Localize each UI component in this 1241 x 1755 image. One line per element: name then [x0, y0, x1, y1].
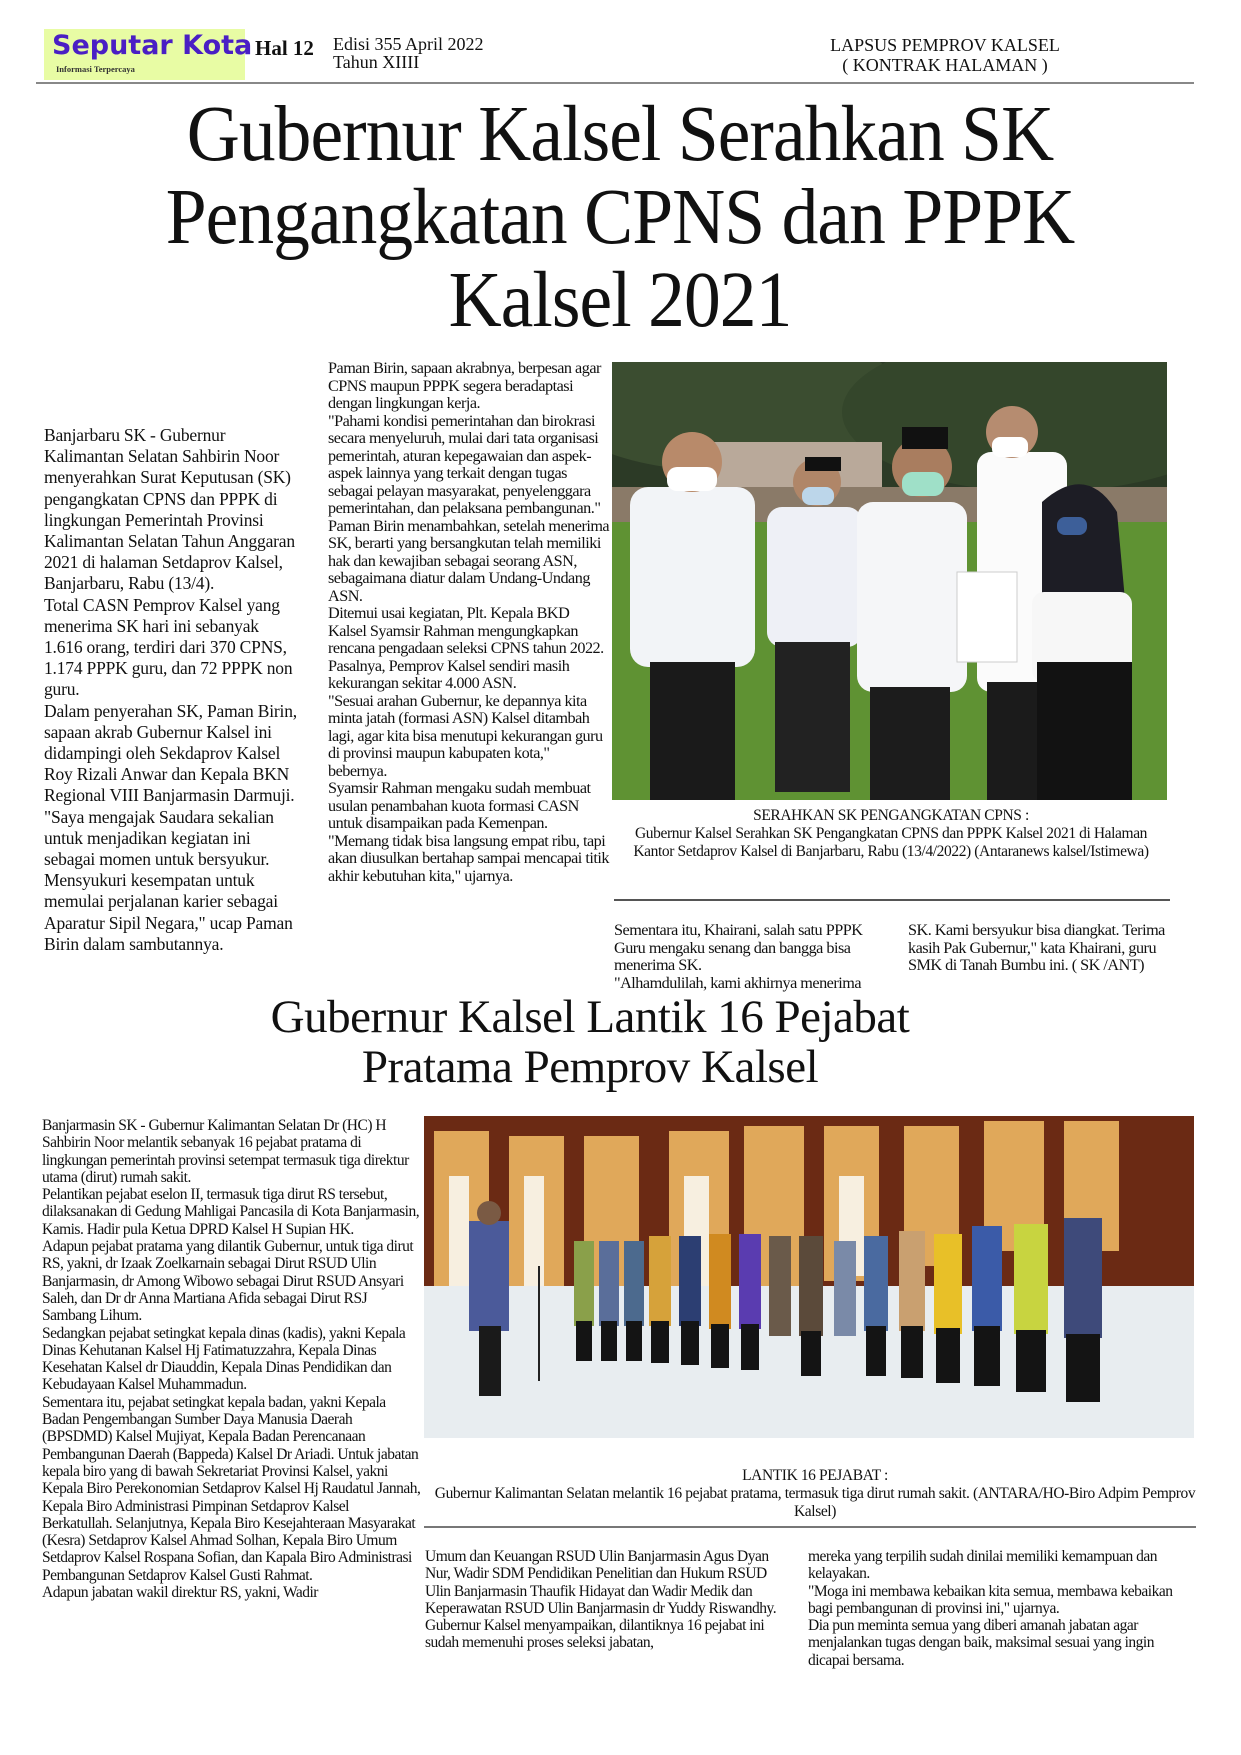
paragraph: Sedangkan pejabat setingkat kepala dinas (kadis), yakni Kepala Dinas Kehutanan Kalsel Hj Fatimatuzzahra, Kepala Dinas Kesehatan Kalsel dr Diauddin, Kepala Dinas Pendidikan dan Kebudayaan Kalsel Muhammadun.: [42, 1324, 406, 1394]
article1-photo-caption: [616, 807, 1166, 861]
article2-column-2: [425, 1548, 795, 1652]
article2-photo-caption: [420, 1467, 1210, 1521]
headline-line: Pratama Pemprov Kalsel: [361, 1041, 819, 1093]
paragraph: Dalam penyerahan SK, Paman Birin, sapaan akrab Gubernur Kalsel ini didampingi oleh Sekdaprov Kalsel Roy Rizali Anwar dan Kepala BKN Regional VIII Banjarmasin Darmuji.: [44, 700, 297, 806]
article1-column-1: [44, 425, 299, 955]
section-subtitle: ( KONTRAK HALAMAN ): [842, 55, 1048, 75]
headline-line: Gubernur Kalsel Lantik 16 Pejabat: [270, 991, 910, 1043]
article1-column-4: [908, 922, 1176, 975]
paragraph: Syamsir Rahman mengaku sudah membuat usulan penambahan kuota formasi CASN untuk disampaikan pada Kemenpan. "Memang tidak bisa langsung empat ribu, tapi akan diusulkan bertahap sampai mencapai titik akhir kebutuhan kita," ujarnya.: [328, 779, 609, 885]
caption-divider: [614, 899, 1170, 901]
photo-inauguration-illustration: [424, 1116, 1194, 1438]
article1-column-2: [328, 360, 610, 885]
newspaper-logo: [44, 29, 253, 80]
article2-column-1: [42, 1117, 422, 1601]
paragraph: SK. Kami bersyukur bisa diangkat. Terima kasih Pak Gubernur," kata Khairani, guru SMK di Tanah Bumbu ini. ( SK /ANT): [908, 921, 1165, 974]
article1-column-3: [614, 922, 882, 992]
paragraph: Gubernur Kalsel menyampaikan, dilantiknya 16 pejabat ini sudah memenuhi proses seleksi jabatan,: [425, 1617, 765, 1652]
paragraph: Banjarmasin SK - Gubernur Kalimantan Selatan Dr (HC) H Sahbirin Noor melantik sebanyak 16 pejabat pratama di lingkungan pemerintah provinsi setempat termasuk tiga direktur utama (dirut) rumah sakit.: [42, 1117, 409, 1186]
caption-text: Gubernur Kalsel Serahkan SK Pengangkatan CPNS dan PPPK Kalsel 2021 di Halaman Kantor Setdaprov Kalsel di Banjarbaru, Rabu (13/4/2022) (Antaranews kalsel/Istimewa): [633, 825, 1149, 860]
masthead-divider: [36, 82, 1194, 84]
paragraph: Pelantikan pejabat eselon II, termasuk tiga dirut RS tersebut, dilaksanakan di Gedung Mahligai Pancasila di Kota Banjarmasin, Kamis. Hadir pula Ketua DPRD Kalsel H Supian HK.: [42, 1186, 420, 1238]
paragraph: Sementara itu, pejabat setingkat kepala badan, yakni Kepala Badan Pengembangan Sumber Daya Manusia Daerah (BPSDMD) Kalsel Mujiyat, Kepala Badan Perencanaan Pembangunan Daerah (Bappeda) Kalsel Dr Ariadi. Untuk jabatan kepala biro yang di bawah Sekretariat Provinsi Kalsel, yakni Kepala Biro Perekonomian Setdaprov Kalsel Hj Raudatul Jannah, Kepala Biro Administrasi Pimpinan Setdaprov Kalsel Berkatullah. Selanjutnya, Kepala Biro Kesejahteraan Masyarakat (Kesra) Setdaprov Kalsel Ahmad Solhan, Kepala Biro Umum Setdaprov Kalsel Rospana Sofian, dan Kapala Biro Administrasi Pembangunan Setdaprov Kalsel Gusti Rahmat.: [42, 1393, 421, 1584]
section-title: LAPSUS PEMPROV KALSEL: [830, 35, 1060, 55]
paragraph: "Pahami kondisi pemerintahan dan birokrasi secara menyeluruh, mulai dari tata organisasi pemerintah, aturan kepegawaian dan aspek-aspek lainnya yang terkait dengan tugas sebagai pelayan masyarakat, penyelenggara pemerintahan, dan pelaksana pembangunan.": [328, 411, 601, 517]
headline-line: Kalsel 2021: [448, 257, 792, 344]
article1-photo: [612, 362, 1167, 800]
paragraph: "Alhamdulilah, kami akhirnya menerima: [614, 973, 862, 992]
paragraph: Paman Birin menambahkan, setelah menerima SK, berarti yang bersangkutan telah memiliki hak dan kewajiban sebagai seorang ASN, sebagaimana diatur dalam Undang-Undang ASN.: [328, 516, 610, 605]
logo-tagline: Informasi Terpercaya: [56, 64, 135, 74]
year-line: Tahun XIIII: [333, 52, 420, 72]
paragraph: Adapun pejabat pratama yang dilantik Gubernur, untuk tiga dirut RS, yakni, dr Izaak Zoelkarnain sebagai Dirut RSUD Ulin Banjarmasin, dr Among Wibowo sebagai Dirut RSUD Ansyari Saleh, dan Dr dr Anna Martiana Afida sebagai Dirut RSJ Sambang Lihum.: [42, 1238, 414, 1325]
paragraph: "Sesuai arahan Gubernur, ke depannya kita minta jatah (formasi ASN) Kalsel ditambah lagi, agar kita bisa menutupi kekurangan guru di provinsi maupun kabupaten kota," bebernya.: [328, 691, 603, 780]
edition-line: Edisi 355 April 2022: [333, 34, 484, 54]
section-label: [780, 35, 1110, 75]
article2-headline: [140, 992, 1040, 1092]
caption-divider: [424, 1526, 1196, 1528]
paragraph: Total CASN Pemprov Kalsel yang menerima SK hari ini sebanyak 1.616 orang, terdiri dari 370 CPNS, 1.174 PPPK guru, dan 72 PPPK non guru.: [44, 594, 293, 700]
paragraph: Ditemui usai kegiatan, Plt. Kepala BKD Kalsel Syamsir Rahman mengungkapkan rencana pengadaan seleksi CPNS tahun 2022. Pasalnya, Pemprov Kalsel sendiri masih kekurangan sekitar 4.000 ASN.: [328, 604, 604, 692]
paragraph: Adapun jabatan wakil direktur RS, yakni, Wadir: [42, 1584, 318, 1602]
paragraph: "Moga ini membawa kebaikan kita semua, membawa kebaikan bagi pembangunan di provinsi ini," ujarnya.: [808, 1582, 1173, 1617]
paragraph: Umum dan Keuangan RSUD Ulin Banjarmasin Agus Dyan Nur, Wadir SDM Pendidikan Penelitian dan Hukum RSUD Ulin Banjarmasin Thaufik Hidayat dan Wadir Medik dan Keperawatan RSUD Ulin Banjarmasin dr Yuddy Riswandhy.: [425, 1548, 777, 1617]
page-number: Hal 12: [255, 36, 314, 60]
headline-line: Gubernur Kalsel Serahkan SK: [186, 91, 1054, 178]
paragraph: mereka yang terpilih sudah dinilai memiliki kemampuan dan kelayakan.: [808, 1548, 1157, 1583]
caption-text: Gubernur Kalimantan Selatan melantik 16 pejabat pratama, termasuk tiga dirut rumah sakit. (ANTARA/HO-Biro Adpim Pemprov Kalsel): [434, 1485, 1196, 1520]
caption-title: LANTIK 16 PEJABAT :: [742, 1467, 888, 1484]
photo-ceremony-illustration: [612, 362, 1167, 800]
paragraph: "Saya mengajak Saudara sekalian untuk menjadikan kegiatan ini sebagai momen untuk bersyukur. Mensyukuri kesempatan untuk memulai perjalanan karier sebagai Aparatur Sipil Negara," ucap Paman Birin dalam sambutannya.: [44, 806, 293, 954]
paragraph: Paman Birin, sapaan akrabnya, berpesan agar CPNS maupun PPPK segera beradaptasi dengan lingkungan kerja.: [328, 359, 601, 412]
paragraph: Dia pun meminta semua yang diberi amanah jabatan agar menjalankan tugas dengan baik, maksimal sesuai yang ingin dicapai bersama.: [808, 1617, 1154, 1669]
caption-title: SERAHKAN SK PENGANGKATAN CPNS :: [753, 807, 1029, 824]
edition-info: [333, 35, 484, 71]
logo-title: Seputar Kota: [52, 30, 253, 61]
article2-column-3: [808, 1548, 1183, 1669]
article2-photo: [424, 1116, 1194, 1438]
paragraph: Sementara itu, Khairani, salah satu PPPK Guru mengaku senang dan bangga bisa menerima SK.: [614, 921, 863, 974]
paragraph: Banjarbaru SK - Gubernur Kalimantan Selatan Sahbirin Noor menyerahkan Surat Keputusan (SK) pengangkatan CPNS dan PPPK di lingkungan Pemerintah Provinsi Kalimantan Selatan Tahun Anggaran 2021 di halaman Setdaprov Kalsel, Banjarbaru, Rabu (13/4).: [44, 425, 295, 594]
article1-headline: [81, 93, 1160, 342]
headline-line: Pengangkatan CPNS dan PPPK: [165, 174, 1075, 261]
